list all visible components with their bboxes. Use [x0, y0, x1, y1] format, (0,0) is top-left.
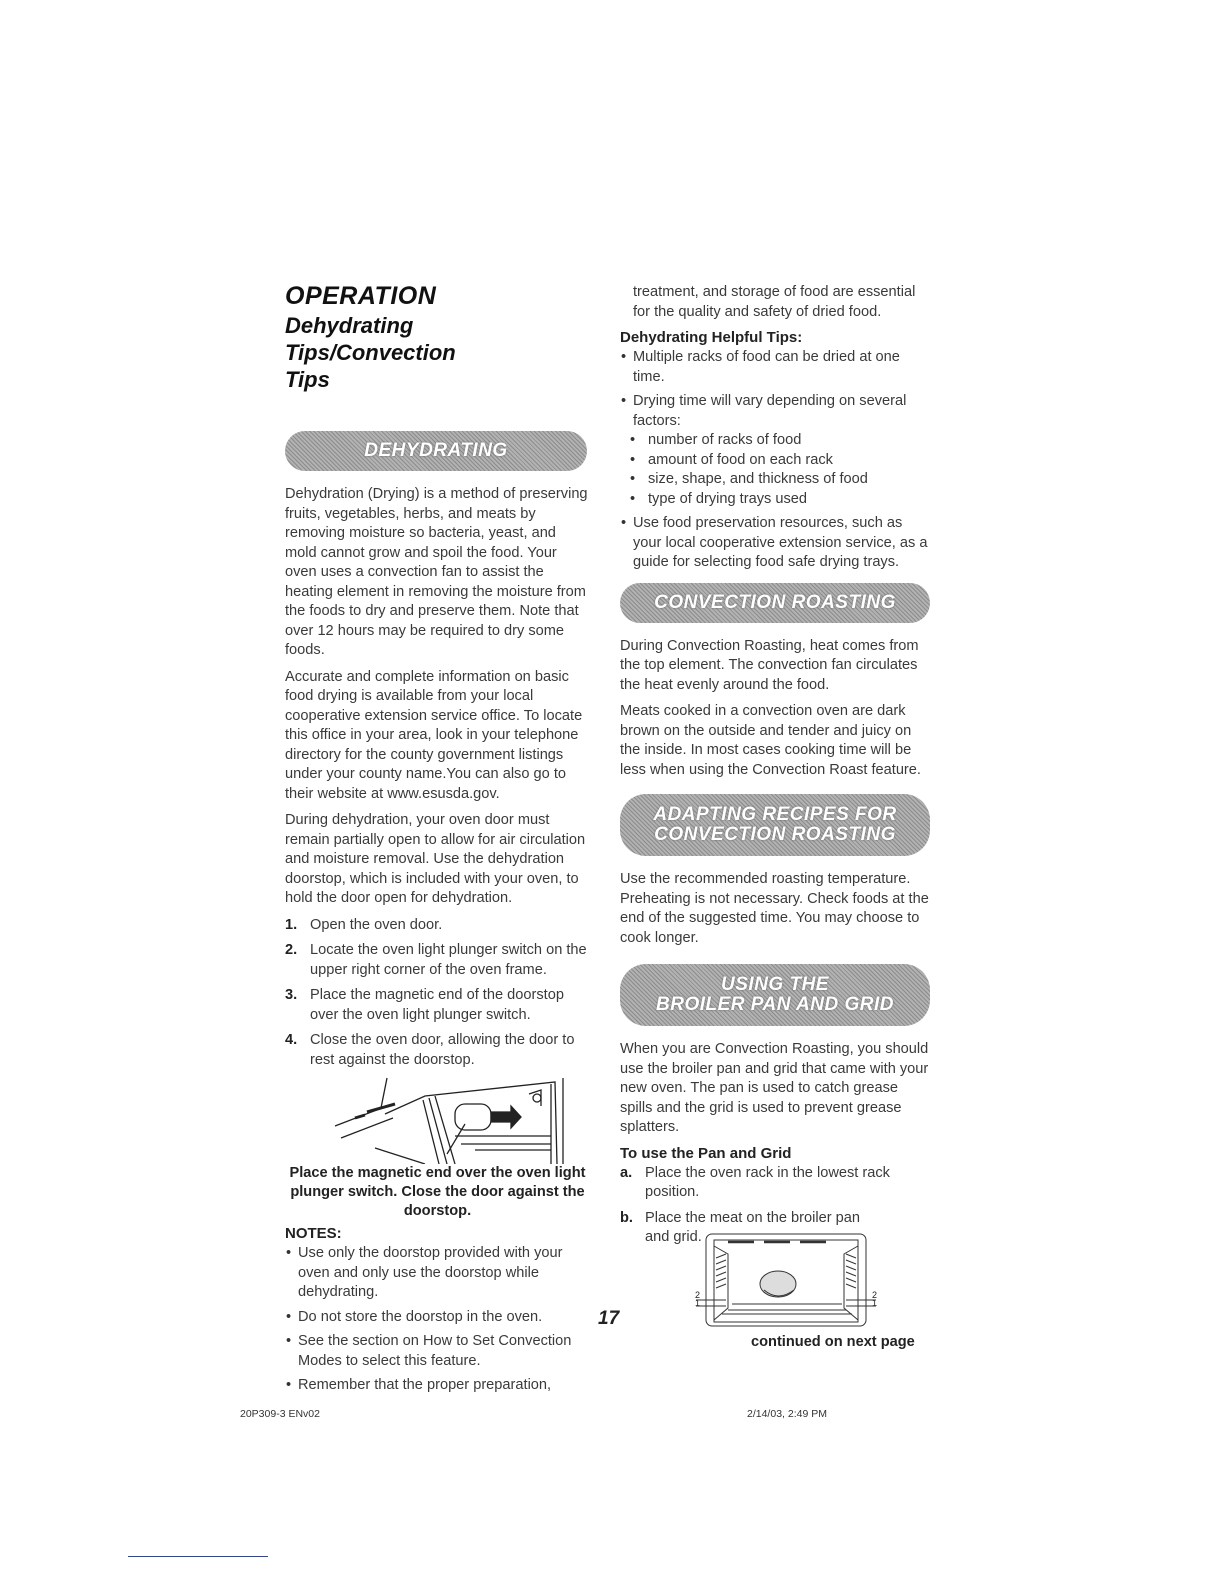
- footer-timestamp: 2/14/03, 2:49 PM: [747, 1408, 827, 1420]
- step-letter: a.: [620, 1164, 633, 1181]
- step-item: [285, 986, 590, 1025]
- factor-item: • type of drying trays used: [620, 490, 932, 510]
- adapting-banner-line-2: CONVECTION ROASTING: [654, 824, 896, 845]
- step-number: 2.: [285, 942, 298, 958]
- rack-label-left-2: 2: [695, 1290, 701, 1300]
- note-item: • See the section on How to Set Convection Modes to select this feature.: [285, 1332, 590, 1371]
- doorstop-diagram-icon: [315, 1076, 565, 1164]
- page-title: [285, 312, 590, 393]
- paragraph: During dehydration, your oven door must remain partially open to allow for air circulation and moisture removal. Use the dehydration doorstop, which is included with your oven, to hold the door open for dehydration.: [285, 812, 586, 906]
- footer-doc-id: 20P309-3 ENv02: [240, 1408, 320, 1420]
- page-title-line-2: Tips: [285, 367, 330, 392]
- factor-item: • size, shape, and thickness of food: [620, 470, 932, 490]
- doorstop-illustration: [315, 1076, 565, 1164]
- step-text: Close the oven door, allowing the door to rest against the doorstop.: [310, 1032, 575, 1068]
- step-text: Place the meat on the broiler pan and grid.: [645, 1209, 860, 1245]
- tips-heading: Dehydrating Helpful Tips:: [620, 329, 803, 346]
- oven-rack-illustration: [692, 1230, 882, 1330]
- rack-label-right-2: 2: [872, 1290, 878, 1300]
- adapting-text: Use the recommended roasting temperature. Preheating is not necessary. Check foods at the end of the suggested time. You may choose to cook longer.: [620, 871, 929, 946]
- factor-item: • amount of food on each rack: [620, 451, 932, 471]
- adapting-recipes-banner: [620, 794, 930, 856]
- step-item: [620, 1164, 932, 1203]
- notes-list: [285, 1244, 590, 1396]
- note-item: • Use only the doorstop provided with your oven and only use the doorstop while dehydrating.: [285, 1244, 590, 1303]
- tip-item: • Multiple racks of food can be dried at one time.: [620, 348, 932, 387]
- left-column: [285, 282, 590, 1402]
- page-number: 17: [598, 1308, 620, 1329]
- paragraph: Accurate and complete information on basic food drying is available from your local cooperative extension service office. To locate this office in your area, look in your telephone directory for the county government listings under your county name.You can also go to their website at www.esusda.gov.: [285, 668, 583, 802]
- factor-item: • number of racks of food: [620, 431, 932, 451]
- paragraph: Dehydration (Drying) is a method of preserving fruits, vegetables, herbs, and meats by removing moisture so bacteria, yeast, and mold cannot grow and spoil the food. Your oven uses a convection fan to assist the heating element in removing the moisture from the foods to dry and preserve them. Note that over 12 hours may be required to dry some foods.: [285, 486, 588, 658]
- step-item: [285, 1031, 590, 1070]
- link-underline: [128, 1556, 268, 1557]
- tip-text: Drying time will vary depending on several factors:: [633, 393, 907, 429]
- tip-item: [620, 392, 932, 509]
- step-text: Locate the oven light plunger switch on the upper right corner of the oven frame.: [310, 942, 587, 978]
- convection-roasting-banner-label: CONVECTION ROASTING: [654, 591, 896, 613]
- illustration-caption: Place the magnetic end over the oven light plunger switch. Close the door against the doorstop.: [289, 1165, 586, 1219]
- paragraph: During Convection Roasting, heat comes from the top element. The convection fan circulates the heat evenly around the food.: [620, 637, 919, 693]
- rack-label-left-1: 1: [695, 1298, 701, 1308]
- step-letter: b.: [620, 1209, 633, 1226]
- rack-label-right-1: 1: [872, 1298, 878, 1308]
- page-title-line-1: Dehydrating Tips/Convection: [285, 313, 456, 365]
- broiler-pan-banner: [620, 964, 930, 1026]
- step-text: Place the magnetic end of the doorstop over the oven light plunger switch.: [310, 987, 564, 1023]
- right-column: [620, 283, 932, 1254]
- adapting-banner-line-1: ADAPTING RECIPES FOR: [653, 804, 897, 825]
- step-text: Open the oven door.: [310, 916, 443, 933]
- pan-heading: To use the Pan and Grid: [620, 1144, 792, 1162]
- convection-roasting-banner: [620, 583, 930, 623]
- tips-list: [620, 348, 932, 573]
- step-number: 3.: [285, 987, 298, 1003]
- section-heading: OPERATION: [285, 282, 437, 310]
- tip-item: • Use food preservation resources, such as your local cooperative extension service, as a guide for selecting food safe drying trays.: [620, 514, 932, 573]
- continuation-text: treatment, and storage of food are essential for the quality and safety of dried food.: [633, 284, 916, 320]
- note-item: • Do not store the doorstop in the oven.: [285, 1308, 590, 1328]
- step-text: Place the oven rack in the lowest rack position.: [645, 1164, 890, 1200]
- broiler-banner-line-2: BROILER PAN AND GRID: [656, 994, 894, 1015]
- broiler-pan-diagram-icon: [692, 1230, 882, 1330]
- dehydrating-banner-label: DEHYDRATING: [364, 440, 508, 461]
- step-number: 1.: [285, 916, 298, 933]
- factors-list: [620, 431, 932, 509]
- note-item: • Remember that the proper preparation,: [285, 1376, 590, 1396]
- step-number: 4.: [285, 1032, 298, 1048]
- continued-note: continued on next page: [751, 1334, 915, 1350]
- broiler-banner-line-1: USING THE: [721, 974, 829, 995]
- broiler-text: When you are Convection Roasting, you should use the broiler pan and grid that came with your new oven. The pan is used to catch grease spills and the grid is used to prevent grease splatters.: [620, 1041, 929, 1135]
- paragraph: Meats cooked in a convection oven are dark brown on the outside and tender and juicy on the inside. In most cases cooking time will be less when using the Convection Roast feature.: [620, 703, 921, 778]
- notes-heading: NOTES:: [285, 1225, 342, 1242]
- dehydrating-banner: [285, 431, 587, 471]
- step-item: [285, 916, 590, 936]
- dehydrating-steps: [285, 916, 590, 1071]
- step-item: [285, 941, 590, 980]
